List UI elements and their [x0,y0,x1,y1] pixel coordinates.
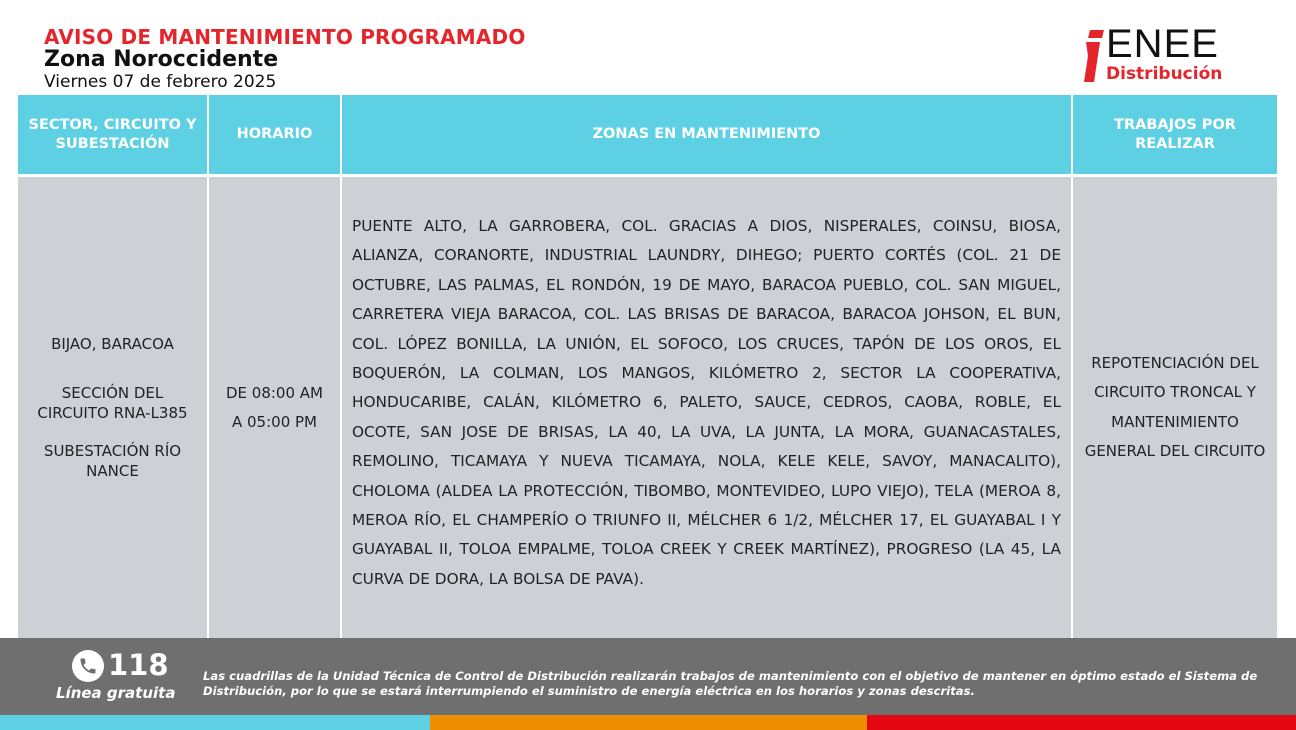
footer-bar [0,638,1296,715]
maintenance-table [18,95,1277,638]
cell-sector [18,177,207,638]
header-horario: HORARIO [209,95,340,174]
logo-wordmark: ENEE [1106,22,1219,66]
footer-note: Las cuadrillas de la Unidad Técnica de Control de Distribución realizarán trabajos de mantenimiento con el objetivo de mantener en óptimo estado el Sistema de Distribución, por lo que se estará interrumpiendo el suministro de energía eléctrica en los horarios y zonas descritas. [203,669,1258,698]
cell-zonas: PUENTE ALTO, LA GARROBERA, COL. GRACIAS A DIOS, NISPERALES, COINSU, BIOSA, ALIANZA, CORANORTE, INDUSTRIAL LAUNDRY, DIHEGO; PUERTO CORTÉS (COL. 21 DE OCTUBRE, LAS PALMAS, EL RONDÓN, 19 DE MAYO, BARACOA PUEBLO, COL. SAN MIGUEL, CARRETERA VIEJA BARACOA, COL. LAS BRISAS DE BARACOA, BARACOA JOHSON, EL BUN, COL. LÓPEZ BONILLA, LA UNIÓN, EL SOFOCO, LOS CRUCES, TAPÓN DE LOS OROS, EL BOQUERÓN, LA COLMAN, LOS MANGOS, KILÓMETRO 2, SECTOR LA COOPERATIVA, HONDUCARIBE, CALÁN, KILÓMETRO 6, PALETO, SAUCE, CEDROS, CAOBA, ROBLE, EL OCOTE, SAN JOSE DE BRISAS, LA 40, LA UVA, LA JUNTA, LA MORA, GUANACASTALES, REMOLINO, TICAMAYA Y NUEVA TICAMAYA, NOLA, KELE KELE, SAVOY, MANACALITO), CHOLOMA (ALDEA LA PROTECCIÓN, TIBOMBO, MONTEVIDEO, LUPO VIEJO), TELA (MEROA 8, MEROA RÍO, EL CHAMPERÍO O TRIUNFO II, MÉLCHER 6 1/2, MÉLCHER 17, EL GUAYABAL I Y GUAYABAL II, TOLOA EMPALME, TOLOA CREEK Y CREEK MARTÍNEZ), PROGRESO (LA 45, LA CURVA DE DORA, LA BOLSA DE PAVA). [342,177,1071,638]
horario-end: A 05:00 PM [231,412,317,431]
logo-mark-icon [1084,30,1104,82]
color-strip-cyan [0,715,430,730]
hotline-number: 118 [108,648,169,682]
circuit-section: SECCIÓN DEL CIRCUITO RNA-L385 [37,384,188,422]
substation-name: SUBESTACIÓN RÍO NANCE [43,442,182,480]
hotline-label: Línea gratuita [56,684,176,702]
horario-start: DE 08:00 AM [226,383,323,402]
header-trabajos: TRABAJOS POR REALIZAR [1073,95,1277,174]
color-strip-orange [430,715,867,730]
header-zonas: ZONAS EN MANTENIMIENTO [342,95,1071,174]
logo-subtitle: Distribución [1106,64,1223,84]
zone-name: Zona Noroccidente [44,47,279,72]
sector-name: BIJAO, BARACOA [51,335,174,353]
header-sector: SECTOR, CIRCUITO Y SUBESTACIÓN [18,95,207,174]
enee-logo [1084,22,1264,86]
color-strip-red [867,715,1296,730]
cell-trabajos: REPOTENCIACIÓN DEL CIRCUITO TRONCAL Y MANTENIMIENTO GENERAL DEL CIRCUITO [1073,177,1277,638]
notice-title: AVISO DE MANTENIMIENTO PROGRAMADO [44,25,526,49]
cell-horario [209,177,340,638]
phone-icon [72,650,104,682]
notice-date: Viernes 07 de febrero 2025 [44,72,277,92]
notice-header [44,26,526,92]
